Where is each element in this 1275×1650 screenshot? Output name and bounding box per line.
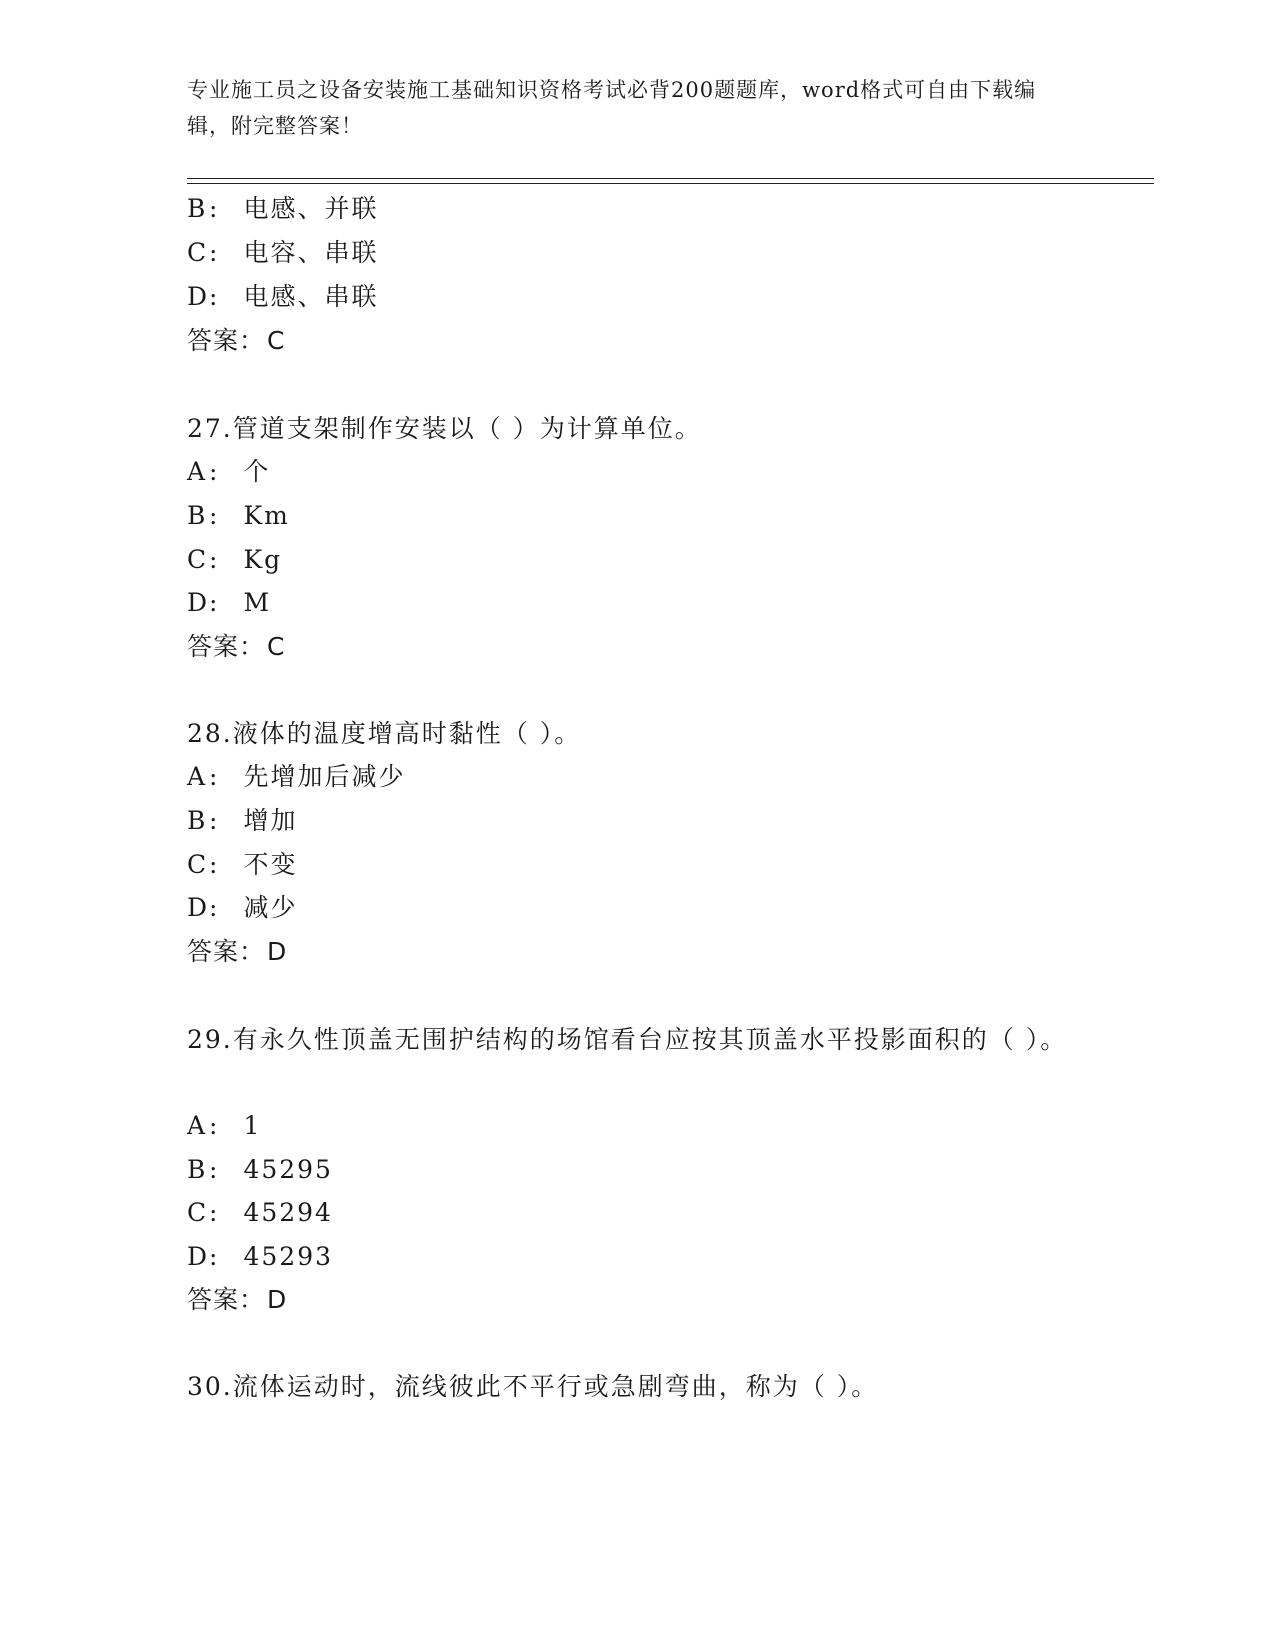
answer-label: 答案： bbox=[187, 937, 266, 966]
answer-value: C bbox=[267, 326, 286, 355]
option-separator: : bbox=[209, 1111, 220, 1140]
option-text: 45295 bbox=[243, 1155, 333, 1184]
option-d bbox=[187, 892, 298, 924]
answer-line bbox=[187, 631, 285, 663]
option-separator: : bbox=[209, 806, 220, 835]
option-separator: : bbox=[209, 1155, 220, 1184]
option-letter: C bbox=[187, 850, 209, 879]
option-letter: C bbox=[187, 238, 209, 267]
option-separator: : bbox=[209, 1242, 220, 1271]
answer-value: D bbox=[267, 937, 288, 966]
answer-label: 答案： bbox=[187, 1285, 266, 1314]
option-separator: : bbox=[209, 457, 220, 486]
option-text: 减少 bbox=[243, 893, 298, 922]
option-c bbox=[187, 237, 378, 269]
question-text: 28.液体的温度增高时黏性（ ）。 bbox=[187, 719, 582, 748]
option-letter: B bbox=[187, 501, 208, 530]
option-text: 45294 bbox=[243, 1198, 333, 1227]
option-letter: A bbox=[187, 1111, 208, 1140]
question-stem bbox=[187, 1371, 878, 1403]
option-separator: : bbox=[209, 850, 220, 879]
option-text: Kg bbox=[243, 545, 283, 574]
option-text: 先增加后减少 bbox=[243, 762, 406, 791]
option-separator: : bbox=[209, 545, 220, 574]
question-stem bbox=[187, 718, 581, 750]
option-text: 45293 bbox=[243, 1242, 334, 1271]
question-text: 29.有永久性顶盖无围护结构的场馆看台应按其顶盖水平投影面积的（ ）。 bbox=[187, 1025, 1068, 1054]
option-text: 增加 bbox=[243, 806, 298, 835]
option-text: 电感、并联 bbox=[243, 194, 379, 223]
option-letter: B bbox=[187, 1155, 208, 1184]
option-d bbox=[187, 1241, 333, 1273]
header-title: 专业施工员之设备安装施工基础知识资格考试必背200题题库，word格式可自由下载编辑，附完整答案！ bbox=[187, 78, 1037, 138]
answer-value: C bbox=[267, 632, 286, 661]
option-letter: A bbox=[187, 762, 208, 791]
option-separator: : bbox=[209, 893, 220, 922]
question-text: 30.流体运动时，流线彼此不平行或急剧弯曲，称为（ ）。 bbox=[187, 1372, 879, 1401]
option-separator: : bbox=[209, 194, 220, 223]
header-divider-bottom bbox=[187, 183, 1154, 184]
question-stem bbox=[187, 1017, 1087, 1063]
option-b bbox=[187, 500, 290, 532]
option-letter: B bbox=[187, 194, 208, 223]
option-b bbox=[187, 805, 297, 837]
option-letter: D bbox=[187, 893, 210, 922]
option-separator: : bbox=[209, 238, 220, 267]
option-letter: D bbox=[187, 1242, 210, 1271]
question-text: 27.管道支架制作安装以（ ）为计算单位。 bbox=[187, 414, 702, 443]
document-header bbox=[187, 72, 1067, 144]
option-text: 不变 bbox=[243, 850, 298, 879]
option-letter: D bbox=[187, 588, 210, 617]
header-divider-top bbox=[187, 178, 1154, 179]
option-b bbox=[187, 193, 378, 225]
answer-line bbox=[187, 325, 285, 357]
option-text: 个 bbox=[243, 457, 271, 486]
option-letter: D bbox=[187, 282, 210, 311]
option-text: 1 bbox=[243, 1111, 262, 1140]
answer-label: 答案： bbox=[187, 326, 266, 355]
option-separator: : bbox=[209, 282, 220, 311]
option-a bbox=[187, 761, 405, 793]
option-letter: C bbox=[187, 1198, 209, 1227]
option-separator: : bbox=[209, 1198, 220, 1227]
option-d bbox=[187, 281, 379, 313]
option-letter: C bbox=[187, 545, 209, 574]
option-text: 电感、串联 bbox=[243, 282, 379, 311]
option-letter: B bbox=[187, 806, 208, 835]
option-c bbox=[187, 849, 297, 881]
option-separator: : bbox=[209, 501, 220, 530]
option-separator: : bbox=[209, 588, 220, 617]
option-letter: A bbox=[187, 457, 208, 486]
option-d bbox=[187, 587, 271, 619]
option-b bbox=[187, 1154, 333, 1186]
answer-line bbox=[187, 936, 287, 968]
answer-label: 答案： bbox=[187, 632, 266, 661]
option-text: Km bbox=[243, 501, 290, 530]
option-text: 电容、串联 bbox=[243, 238, 379, 267]
question-stem bbox=[187, 413, 702, 445]
option-c bbox=[187, 1197, 333, 1229]
option-separator: : bbox=[209, 762, 220, 791]
option-text: M bbox=[243, 588, 272, 617]
option-c bbox=[187, 544, 282, 576]
option-a bbox=[187, 456, 270, 488]
answer-value: D bbox=[267, 1285, 288, 1314]
option-a bbox=[187, 1110, 261, 1142]
answer-line bbox=[187, 1284, 287, 1316]
